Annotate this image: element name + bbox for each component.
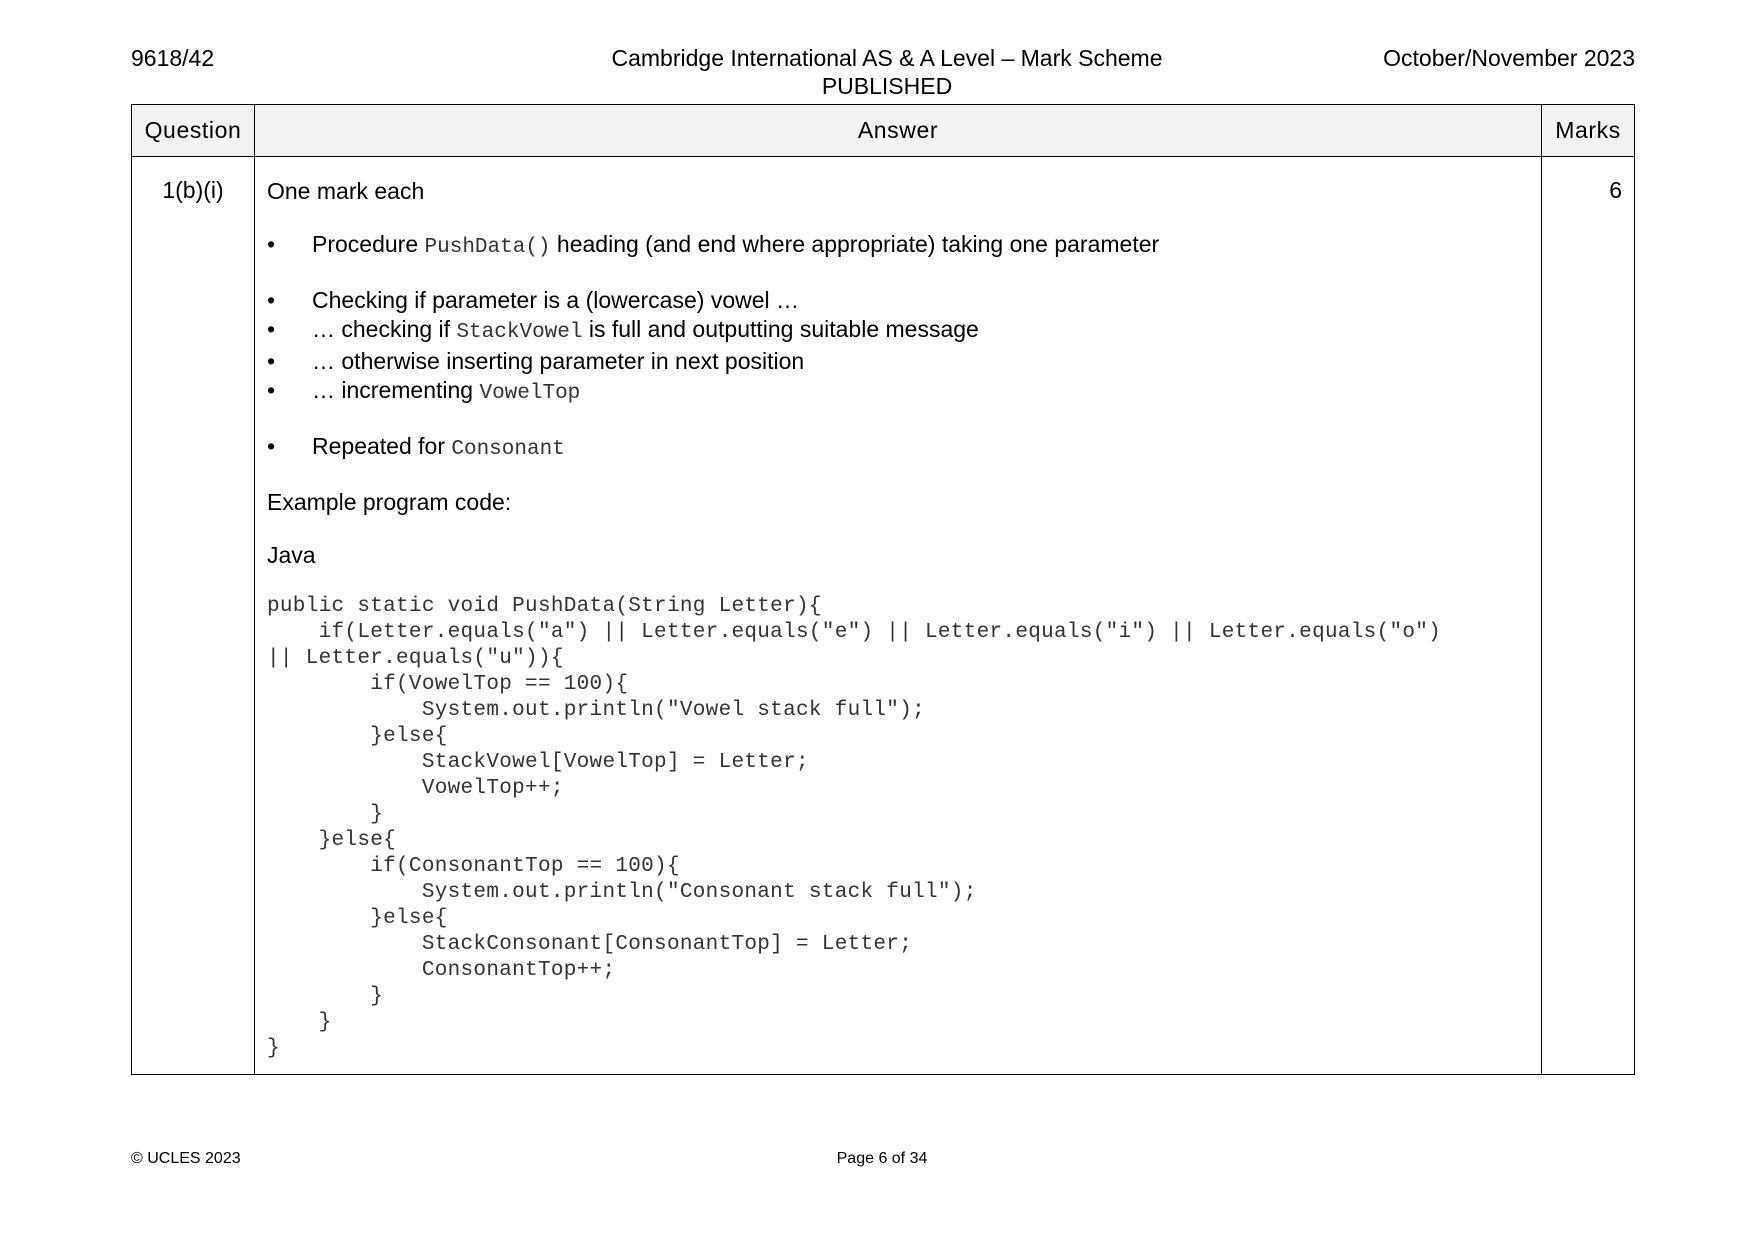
inline-code: VowelTop: [479, 382, 581, 405]
example-label: Example program code:: [267, 489, 512, 515]
answer-cell: [255, 157, 1542, 1075]
title-line: Cambridge International AS & A Level – Mark Scheme: [611, 45, 1163, 71]
bullet-text: … checking if: [312, 316, 457, 342]
bullet-text: … otherwise inserting parameter in next position: [312, 348, 805, 374]
bullet-text: is full and outputting suitable message: [582, 316, 979, 342]
list-item: [267, 376, 1531, 408]
exam-session: October/November 2023: [1383, 45, 1635, 71]
marks-column-header: Marks: [1542, 105, 1635, 157]
answer-column-header: Answer: [255, 105, 1542, 157]
published-label: PUBLISHED: [821, 73, 953, 99]
bullet-text: Procedure: [312, 231, 425, 257]
list-item: [267, 230, 1531, 262]
inline-code: PushData(): [424, 236, 551, 259]
bullet-text: Repeated for: [312, 433, 452, 459]
inline-code: StackVowel: [456, 321, 583, 344]
table-row: [132, 157, 1635, 1075]
marking-points-list: [267, 230, 1531, 262]
table-header-row: [132, 105, 1635, 157]
bullet-text: heading (and end where appropriate) taking one parameter: [550, 231, 1160, 257]
inline-code: Consonant: [451, 438, 565, 461]
list-item: [267, 286, 1531, 315]
marks-value: 6: [1542, 157, 1635, 1075]
mark-scheme-table: [131, 104, 1635, 1075]
bullet-text: Checking if parameter is a (lowercase) vowel …: [312, 287, 800, 313]
bullet-text: … incrementing: [312, 377, 480, 403]
marking-points-list: [267, 286, 1531, 408]
copyright-notice: © UCLES 2023: [131, 1150, 241, 1167]
list-item: [267, 432, 1531, 464]
question-number: 1(b)(i): [132, 157, 255, 1075]
paper-code: 9618/42: [131, 45, 215, 71]
list-item: [267, 347, 1531, 376]
list-item: [267, 315, 1531, 347]
java-code-block: public static void PushData(String Letter){ if(Letter.equals("a") || Letter.equals("e") || Letter.equals("i") || Letter.equals("o") || Letter.equals("u")){ if(VowelTop == 100){ System.out.println("Vowel stack full"); }else{ StackVowel[VowelTop] = Letter; VowelTop++; } }else{ if(ConsonantTop == 100){ System.out.println("Consonant stack full"); }else{ StackConsonant[ConsonantTop] = Letter; ConsonantTop++; } } }: [267, 595, 1442, 1060]
page-number: Page 6 of 34: [836, 1150, 928, 1167]
marking-points-list: [267, 432, 1531, 464]
question-column-header: Question: [132, 105, 255, 157]
language-label: Java: [267, 542, 316, 568]
marking-intro: One mark each: [267, 178, 425, 204]
